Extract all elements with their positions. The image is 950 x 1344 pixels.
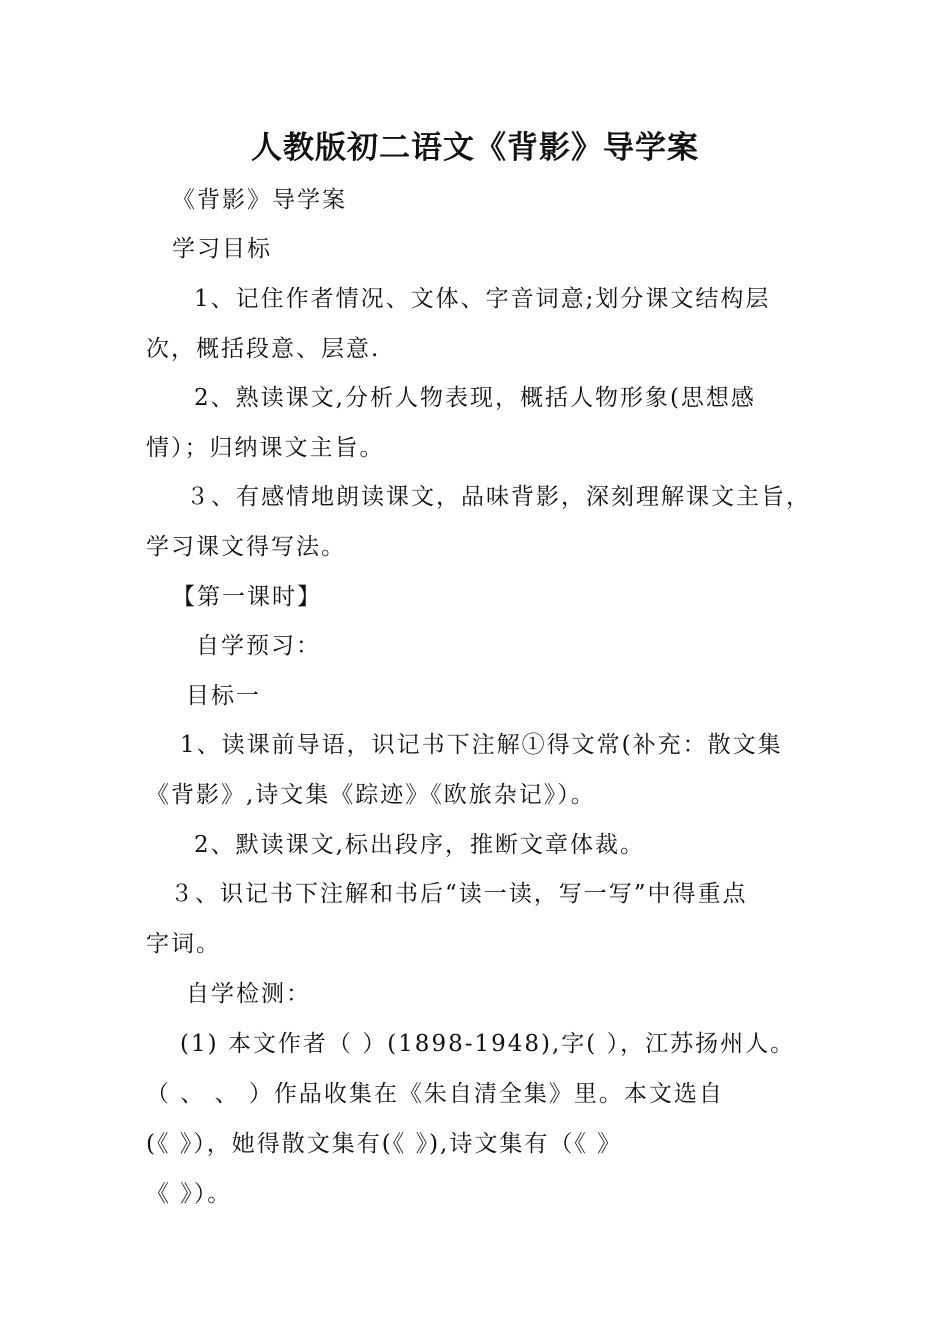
lesson-heading: 【第一课时】 [172, 584, 322, 610]
goal-3-line-2: 学习课文得写法。 [146, 534, 346, 560]
document-title: 人教版初二语文《背影》导学案 [251, 130, 699, 166]
self-study-heading: 自学预习： [196, 633, 321, 659]
target-3-line-2: 字词。 [146, 931, 221, 957]
question-1-line-4: 《 》）。 [146, 1181, 233, 1207]
subtitle-line: 《背影》导学案 [172, 187, 347, 213]
question-1-line-2: （ 、 、 ）作品收集在《朱自清全集》里。本文选自 [146, 1081, 724, 1107]
goal-2-line-1: 2、熟读课文,分析人物表现，概括人物形象(思想感 [194, 385, 756, 411]
target-3-line-1: ３、识记书下注解和书后“读一读，写一写”中得重点 [170, 881, 748, 907]
goal-1-line-1: 1、记住作者情况、文体、字音词意;划分课文结构层 [194, 286, 771, 312]
target-1-line-1: 1、读课前导语，识记书下注解①得文常(补充：散文集 [180, 732, 783, 758]
goal-3-line-1: ３、有感情地朗读课文，品味背影，深刻理解课文主旨， [186, 484, 811, 510]
self-check-heading: 自学检测： [186, 981, 311, 1007]
target-2-line: 2、默读课文,标出段序，推断文章体裁。 [194, 832, 645, 858]
question-1-line-3: (《 》），她得散文集有(《 》),诗文集有（《 》 [146, 1131, 623, 1157]
question-1-line-1: (1) 本文作者（ ）(1898-1948),字( ），江苏扬州人。 [180, 1031, 796, 1057]
goal-2-line-2: 情）；归纳课文主旨。 [146, 435, 385, 461]
section-heading-learning-goals: 学习目标 [172, 236, 272, 262]
goal-1-line-2: 次，概括段意、层意. [146, 336, 381, 362]
target-one-heading: 目标一 [186, 683, 261, 709]
target-1-line-2: 《背影》,诗文集《踪迹》《欧旅杂记》）。 [146, 782, 596, 808]
